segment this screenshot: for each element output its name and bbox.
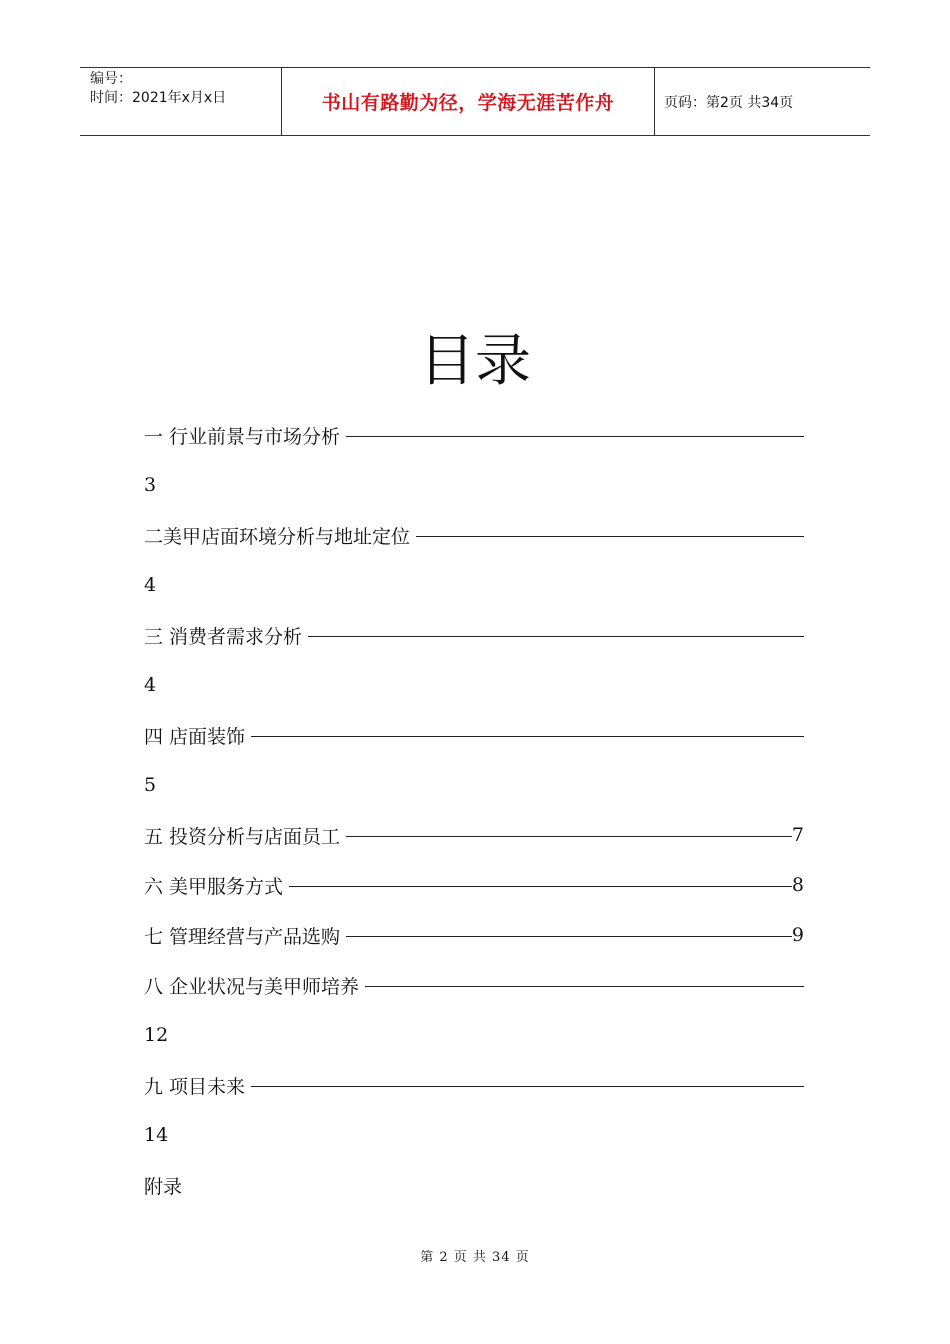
toc-page-number: 14 xyxy=(144,1124,169,1146)
toc-leader-line xyxy=(251,1086,804,1087)
header-page-info: 页码：第2页 共34页 xyxy=(664,94,794,111)
toc-leader-line xyxy=(289,886,792,887)
toc-leader-line xyxy=(365,986,804,987)
toc-page-line xyxy=(144,760,804,810)
toc-leader-line xyxy=(308,636,804,637)
toc-page-number: 4 xyxy=(144,674,157,696)
toc-entry-label: 六 美甲服务方式 xyxy=(144,875,284,898)
toc-entry[interactable] xyxy=(144,710,804,760)
toc-entry-label: 五 投资分析与店面员工 xyxy=(144,825,341,848)
toc-page-line xyxy=(144,560,804,610)
toc-page-number: 5 xyxy=(144,774,157,796)
toc-page-line xyxy=(144,1010,804,1060)
toc-entry[interactable] xyxy=(144,1060,804,1110)
table-of-contents xyxy=(144,410,804,1210)
toc-entry-label: 附录 xyxy=(144,1175,183,1198)
toc-entry-label: 八 企业状况与美甲师培养 xyxy=(144,975,360,998)
toc-entry[interactable] xyxy=(144,410,804,460)
header-motto: 书山有路勤为径，学海无涯苦作舟 xyxy=(321,92,615,114)
header-bottom-rule xyxy=(80,135,870,136)
toc-entry-label: 四 店面装饰 xyxy=(144,725,246,748)
page-title: 目录 xyxy=(419,329,531,394)
toc-entry[interactable] xyxy=(144,510,804,560)
toc-entry-label: 三 消费者需求分析 xyxy=(144,625,303,648)
toc-page-line xyxy=(144,660,804,710)
header-divider xyxy=(654,68,655,135)
document-number: 编号： xyxy=(90,71,132,87)
toc-entry[interactable] xyxy=(144,1160,804,1210)
toc-page-number: 7 xyxy=(791,824,804,846)
toc-entry[interactable] xyxy=(144,810,804,860)
toc-leader-line xyxy=(251,736,804,737)
toc-entry-label: 二美甲店面环境分析与地址定位 xyxy=(144,525,411,548)
toc-entry-label: 七 管理经营与产品选购 xyxy=(144,925,341,948)
toc-leader-line xyxy=(416,536,804,537)
toc-entry[interactable] xyxy=(144,960,804,1010)
toc-page-line xyxy=(144,460,804,510)
toc-page-number: 12 xyxy=(144,1024,169,1046)
toc-leader-line xyxy=(346,936,792,937)
toc-page-number: 3 xyxy=(144,474,157,496)
toc-leader-line xyxy=(346,836,792,837)
toc-page-number: 9 xyxy=(791,924,804,946)
toc-entry-label: 一 行业前景与市场分析 xyxy=(144,425,341,448)
header-meta xyxy=(90,70,275,108)
toc-entry[interactable] xyxy=(144,860,804,910)
page-footer: 第 2 页 共 34 页 xyxy=(420,1250,530,1265)
toc-page-line xyxy=(144,1110,804,1160)
toc-entry[interactable] xyxy=(144,610,804,660)
toc-entry-label: 九 项目未来 xyxy=(144,1075,246,1098)
document-time: 时间：2021年x月x日 xyxy=(90,90,227,106)
toc-page-number: 8 xyxy=(791,874,804,896)
toc-entry[interactable] xyxy=(144,910,804,960)
toc-leader-line xyxy=(346,436,804,437)
toc-page-number: 4 xyxy=(144,574,157,596)
